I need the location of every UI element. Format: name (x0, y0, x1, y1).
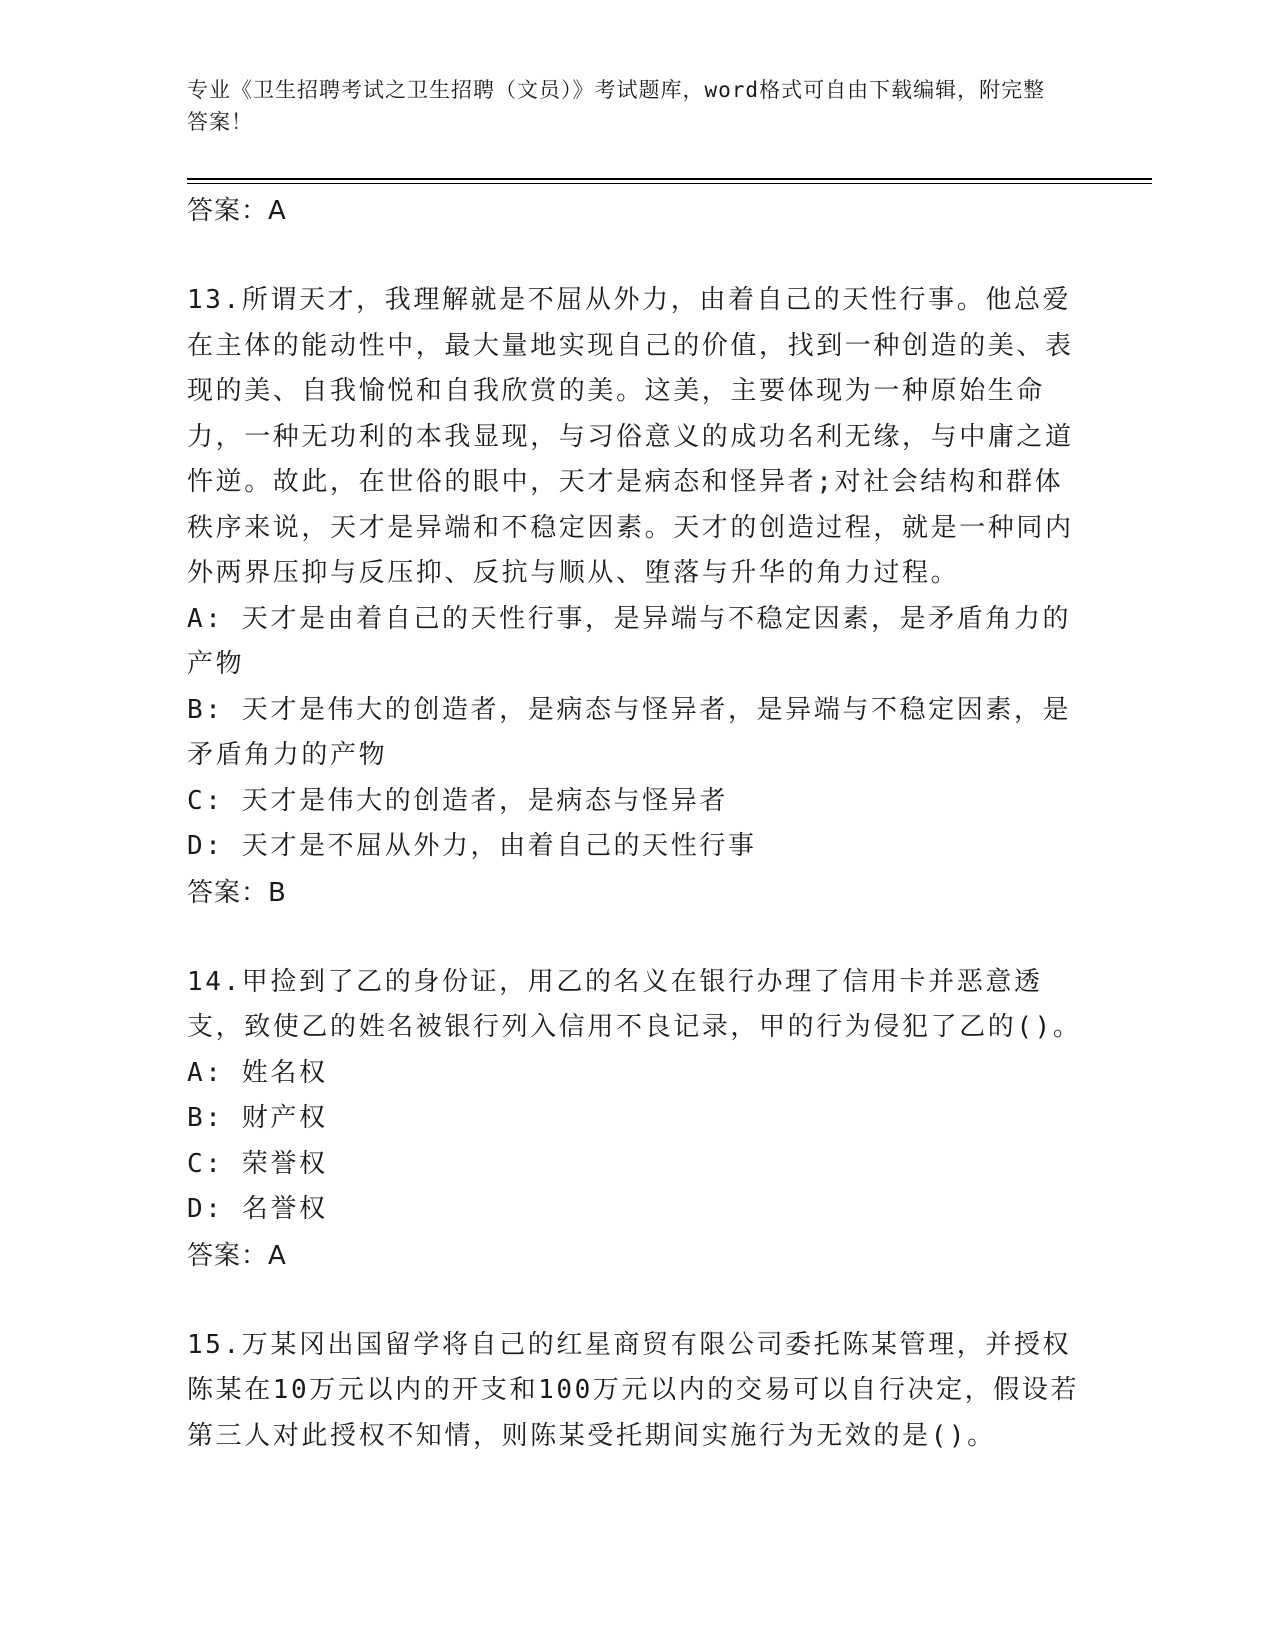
question-stem: 15.万某冈出国留学将自己的红星商贸有限公司委托陈某管理，并授权陈某在10万元以内的开支和100万元以内的交易可以自行决定，假设若第三人对此授权不知情，则陈某受托期间实施行为无效的是()。 (187, 1329, 1080, 1451)
question-stem: 14.甲捡到了乙的身份证，用乙的名义在银行办理了信用卡并恶意透支，致使乙的姓名被银行列入信用不良记录，甲的行为侵犯了乙的()。 (187, 966, 1082, 1042)
option-a: A: 天才是由着自己的天性行事，是异端与不稳定因素，是矛盾角力的产物 (187, 603, 1072, 679)
option-c: C: 荣誉权 (187, 1148, 328, 1179)
header-rule-thin (187, 183, 1152, 184)
question-stem: 13.所谓天才，我理解就是不屈从外力，由着自己的天性行事。他总爱在主体的能动性中，最大量地实现自己的价值，找到一种创造的美、表现的美、自我愉悦和自我欣赏的美。这美，主要体现为一种原始生命力，一种无功利的本我显现，与习俗意义的成功名利无缘，与中庸之道忤逆。故此，在世俗的眼中，天才是病态和怪异者;对社会结构和群体秩序来说，天才是异端和不稳定因素。天才的创造过程，就是一种同内外两界压抑与反压抑、反抗与顺从、堕落与升华的角力过程。 (187, 285, 1074, 588)
question-block (187, 278, 1087, 916)
header-note: 专业《卫生招聘考试之卫生招聘（文员）》考试题库，word格式可自由下载编辑，附完整答案！ (187, 78, 1046, 134)
document-body (187, 188, 1087, 1459)
option-c: C: 天才是伟大的创造者，是病态与怪异者 (187, 785, 728, 816)
option-b: B: 天才是伟大的创造者，是病态与怪异者，是异端与不稳定因素，是矛盾角力的产物 (187, 694, 1072, 770)
option-d: D: 天才是不屈从外力，由着自己的天性行事 (187, 831, 757, 861)
header-rule (187, 178, 1152, 180)
question-block (187, 1323, 1087, 1460)
option-a: A: 姓名权 (187, 1057, 328, 1088)
answer-line: 答案：A (187, 196, 287, 226)
option-b: B: 财产权 (187, 1103, 328, 1133)
answer-line: 答案：A (187, 1240, 287, 1271)
question-block (187, 960, 1087, 1279)
answer-line: 答案：B (187, 877, 287, 908)
option-d: D: 名誉权 (187, 1194, 328, 1224)
